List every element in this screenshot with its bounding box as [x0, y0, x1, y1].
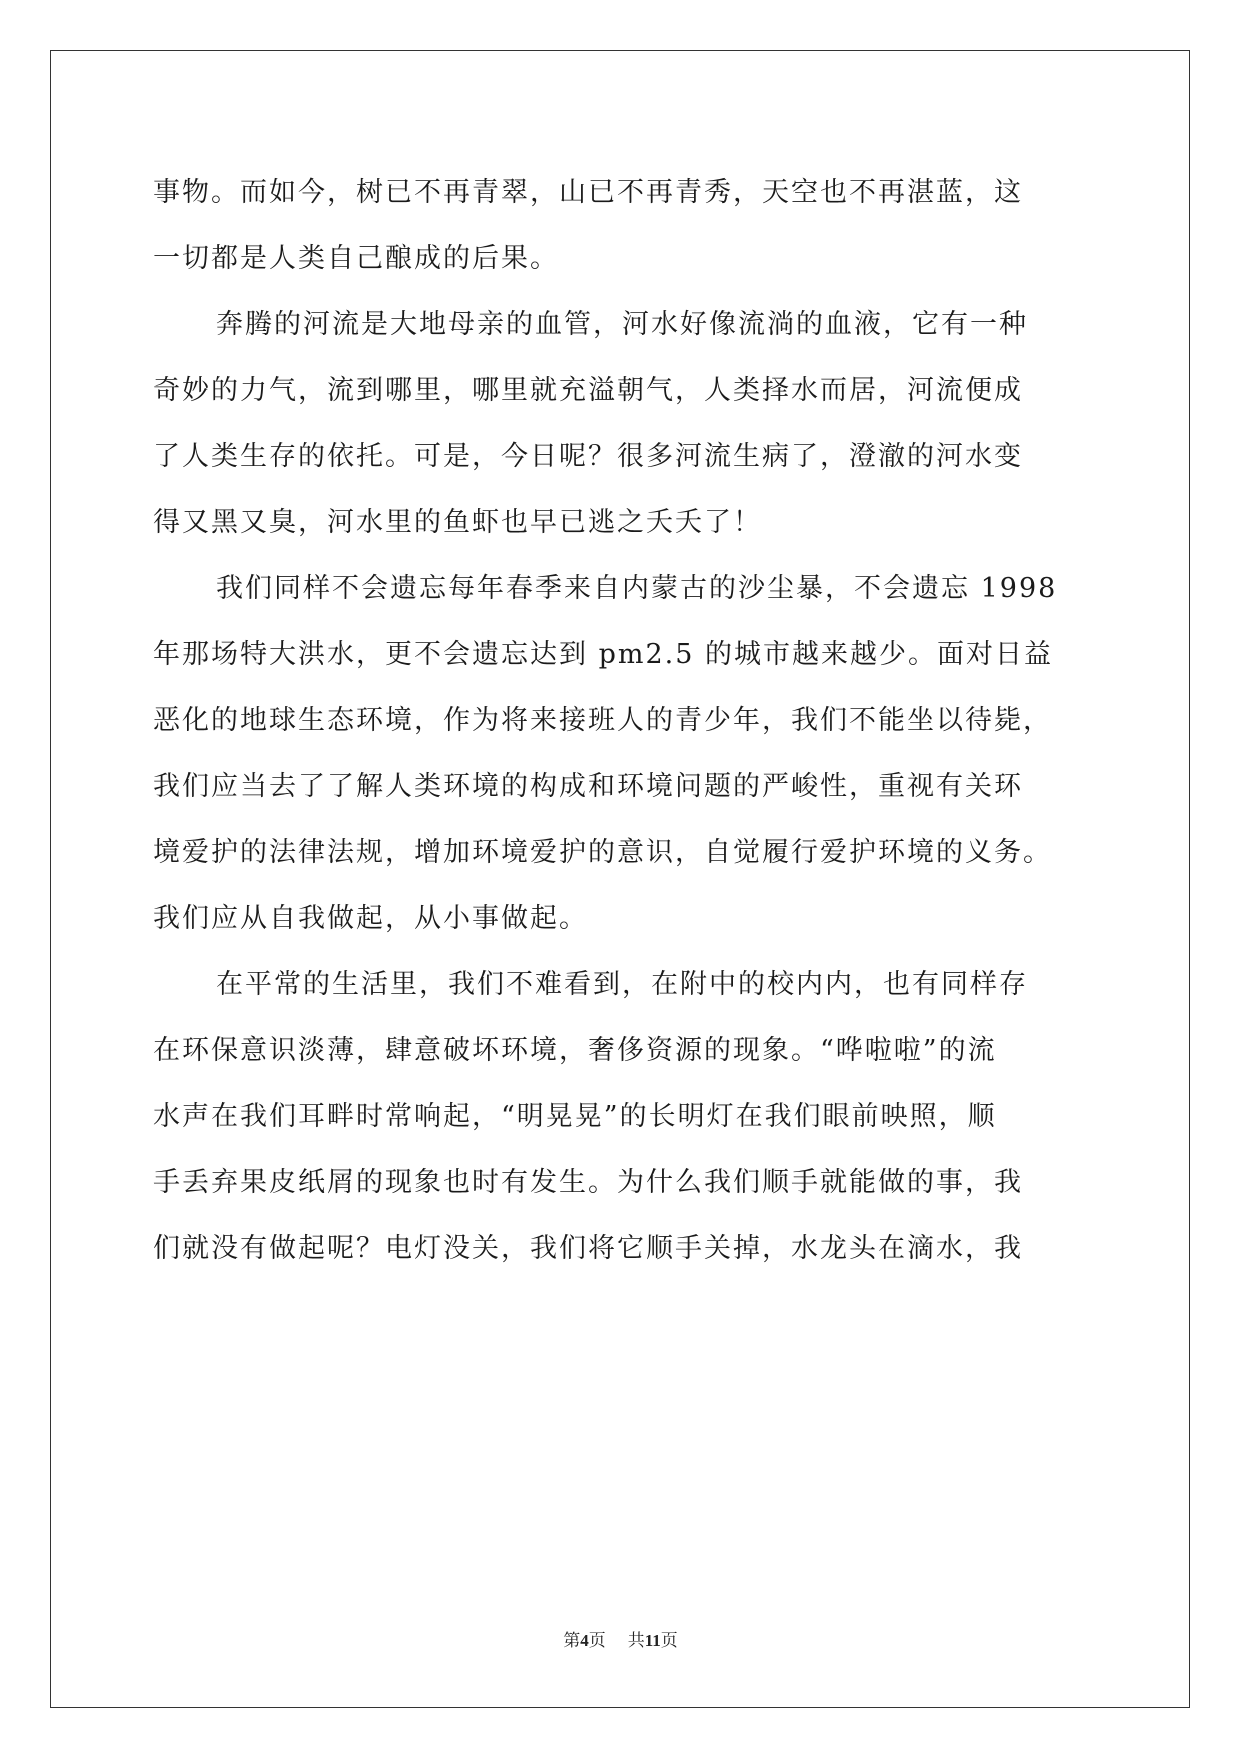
page-footer [0, 1626, 1241, 1651]
page-prefix: 第 [563, 1631, 581, 1651]
text-line: 水声在我们耳畔时常响起，“明晃晃”的长明灯在我们眼前映照，顺 [153, 1101, 997, 1132]
paragraph-1 [153, 160, 1093, 292]
paragraph-4 [153, 952, 1093, 1282]
text-line: 在平常的生活里，我们不难看到，在附中的校内内，也有同样存 [216, 969, 1028, 1000]
document-body [153, 160, 1093, 1282]
page-suffix: 页 [588, 1631, 606, 1651]
text-line: 我们应当去了了解人类环境的构成和环境问题的严峻性，重视有关环 [153, 771, 1023, 802]
text-line: 奇妙的力气，流到哪里，哪里就充溢朝气，人类择水而居，河流便成 [153, 375, 1023, 406]
paragraph-2 [153, 292, 1093, 556]
text-line: 奔腾的河流是大地母亲的血管，河水好像流淌的血液，它有一种 [216, 309, 1028, 340]
text-line: 境爱护的法律法规，增加环境爱护的意识，自觉履行爱护环境的义务。 [153, 837, 1052, 868]
text-line: 们就没有做起呢？电灯没关，我们将它顺手关掉，水龙头在滴水，我 [153, 1233, 1023, 1264]
text-line: 手丢弃果皮纸屑的现象也时有发生。为什么我们顺手就能做的事，我 [153, 1167, 1023, 1198]
text-line: 在环保意识淡薄，肆意破坏环境，奢侈资源的现象。“哗啦啦”的流 [153, 1035, 997, 1066]
text-line: 恶化的地球生态环境，作为将来接班人的青少年，我们不能坐以待毙， [153, 705, 1052, 736]
text-line: 事物。而如今，树已不再青翠，山已不再青秀，天空也不再湛蓝，这 [153, 177, 1023, 208]
total-suffix: 页 [660, 1631, 678, 1651]
text-line: 一切都是人类自己酿成的后果。 [153, 243, 559, 274]
total-prefix: 共 [627, 1631, 645, 1651]
paragraph-3 [153, 556, 1093, 952]
text-line: 得又黑又臭，河水里的鱼虾也早已逃之夭夭了！ [153, 507, 762, 538]
text-line: 年那场特大洪水，更不会遗忘达到 pm2.5 的城市越来越少。面对日益 [153, 639, 1053, 670]
text-line: 我们同样不会遗忘每年春季来自内蒙古的沙尘暴，不会遗忘 1998 [216, 573, 1058, 604]
page-number: 4 [580, 1631, 589, 1650]
text-line: 了人类生存的依托。可是，今日呢？很多河流生病了，澄澈的河水变 [153, 441, 1023, 472]
text-line: 我们应从自我做起，从小事做起。 [153, 903, 588, 934]
total-pages: 11 [644, 1631, 661, 1650]
